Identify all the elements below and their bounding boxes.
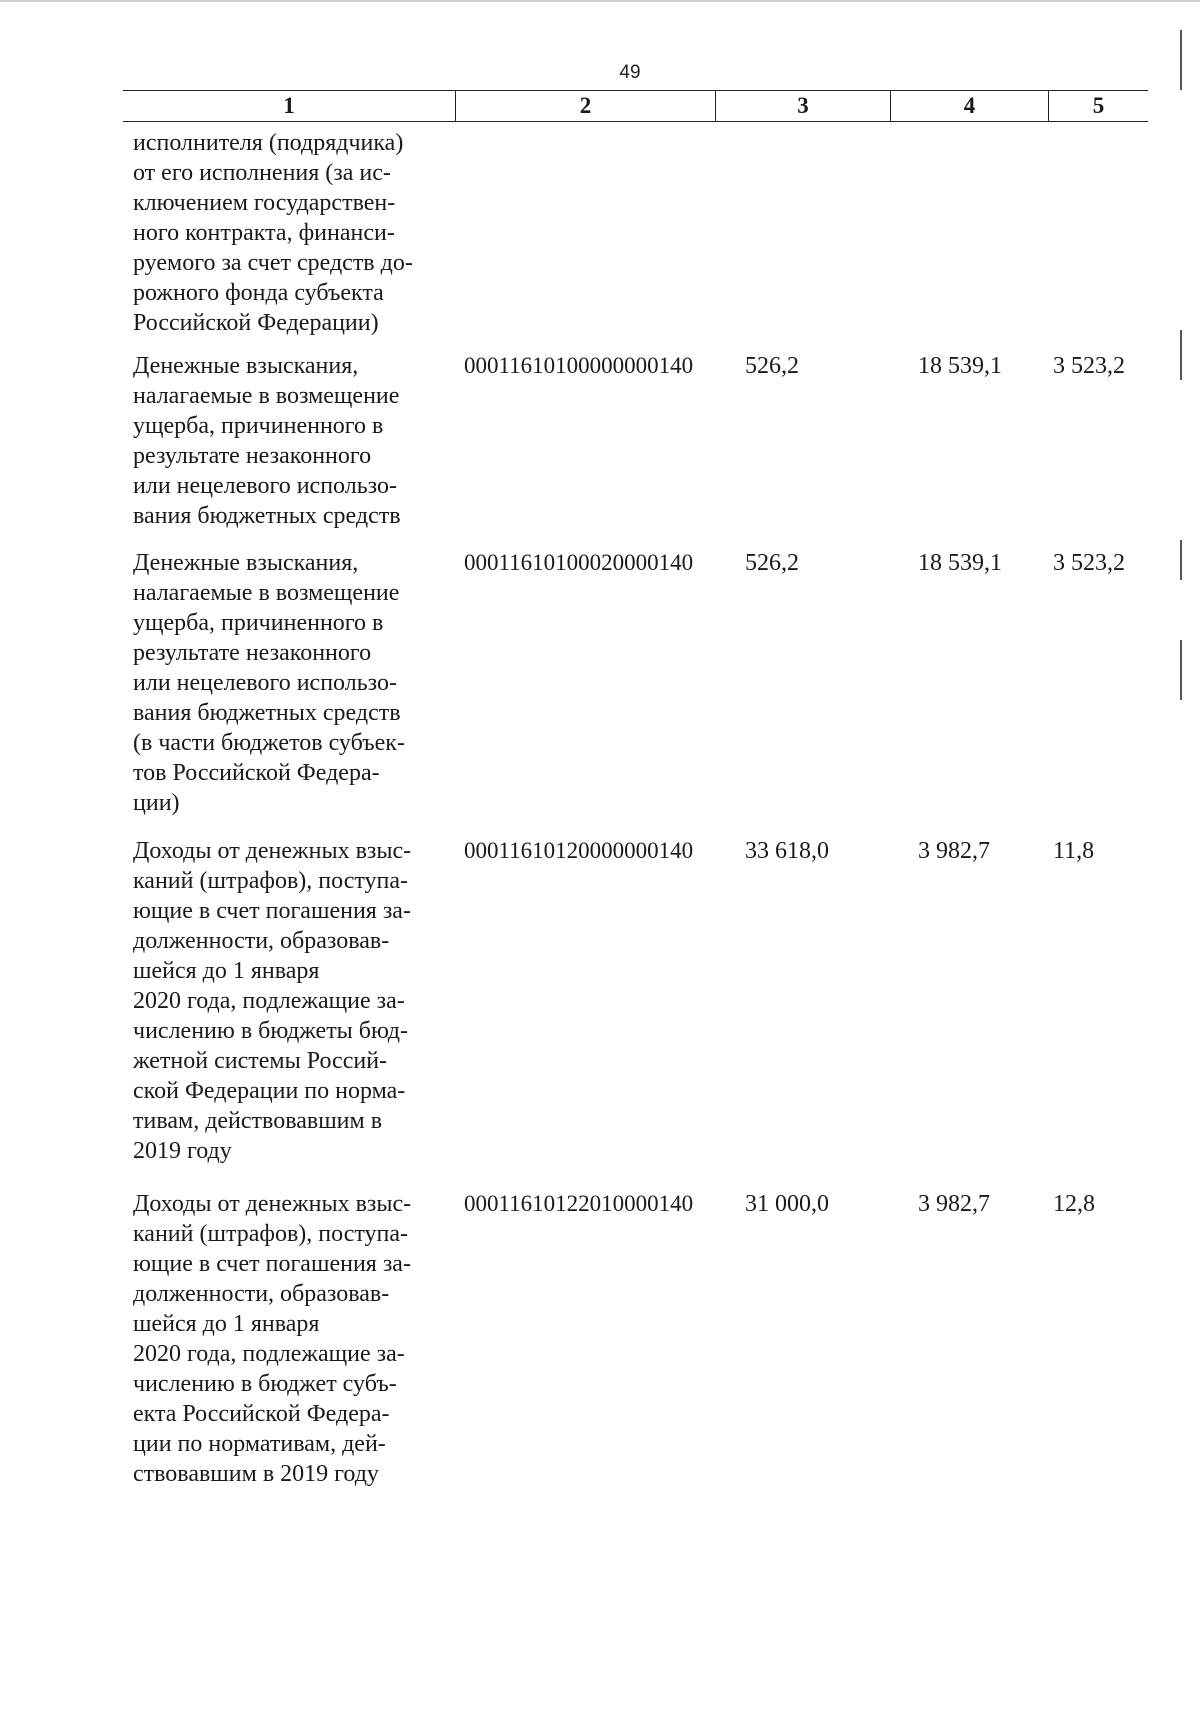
row-code: 00011610100000000140	[464, 353, 694, 378]
row-value-col3: 526,2	[745, 550, 799, 576]
row-value-col4: 3 982,7	[918, 838, 990, 864]
scan-edge-mark	[1180, 330, 1182, 380]
scan-edge-mark	[1180, 640, 1182, 700]
row-value-col5: 11,8	[1053, 838, 1095, 864]
row-description: исполнителя (подрядчика) от его исполнения (за ис- ключением государствен- ного контракта, финанси- руемого за счет средств до- рожного фонда субъекта Российской Федерации)	[133, 130, 413, 336]
row-value-col3: 33 618,0	[745, 838, 829, 864]
page-number: 49	[619, 62, 641, 83]
row-description: Доходы от денежных взыс- каний (штрафов), поступа- ющие в счет погашения за- долженности, образовав- шейся до 1 января 2020 года, подлежащие за- числению в бюджеты бюд- жетной системы Россий- ской Федерации по норма- тивам, действовавшим в 2019 году	[133, 838, 412, 1164]
row-value-col3: 526,2	[745, 353, 799, 379]
scan-edge-mark	[1180, 30, 1182, 90]
row-code: 00011610122010000140	[464, 1191, 694, 1216]
row-value-col5: 3 523,2	[1053, 353, 1125, 379]
header-col-3: 3	[715, 91, 890, 121]
scan-edge-mark	[1180, 540, 1182, 580]
row-value-col4: 18 539,1	[918, 353, 1002, 379]
header-col-5: 5	[1048, 91, 1148, 121]
header-col-2: 2	[455, 91, 715, 121]
row-value-col3: 31 000,0	[745, 1191, 829, 1217]
page-edge-line	[0, 0, 1200, 2]
header-col-4: 4	[890, 91, 1048, 121]
row-description: Денежные взыскания, налагаемые в возмещение ущерба, причиненного в результате незаконного или нецелевого использо- вания бюджетных средств	[133, 353, 401, 529]
row-value-col5: 12,8	[1053, 1191, 1095, 1217]
row-value-col4: 3 982,7	[918, 1191, 990, 1217]
row-code: 00011610120000000140	[464, 838, 694, 863]
row-value-col5: 3 523,2	[1053, 550, 1125, 576]
row-value-col4: 18 539,1	[918, 550, 1002, 576]
header-col-1: 1	[283, 93, 295, 118]
row-description: Денежные взыскания, налагаемые в возмещение ущерба, причиненного в результате незаконного или нецелевого использо- вания бюджетных средств (в части бюджетов субъек- тов Российской Федера- ции)	[133, 550, 405, 816]
table-header	[123, 90, 1148, 122]
row-code: 00011610100020000140	[464, 550, 694, 575]
row-description: Доходы от денежных взыс- каний (штрафов), поступа- ющие в счет погашения за- долженности, образовав- шейся до 1 января 2020 года, подлежащие за- числению в бюджет субъ- екта Российской Федера- ции по нормативам, дей- ствовавшим в 2019 году	[133, 1191, 412, 1487]
